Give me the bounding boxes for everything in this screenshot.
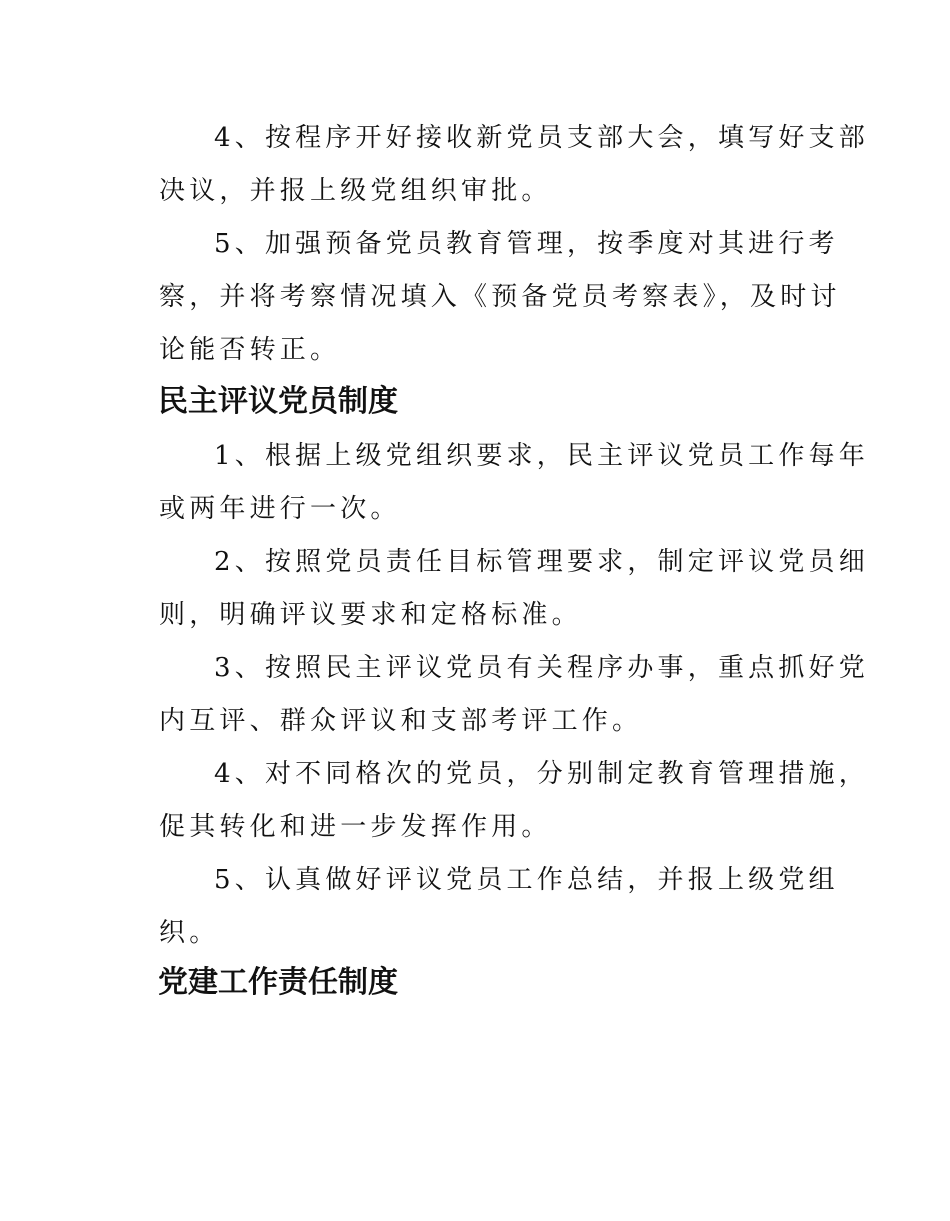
paragraph-line: 则，明确评议要求和定格标准。	[159, 600, 582, 630]
paragraph-line: 或两年进行一次。	[159, 494, 401, 524]
paragraph-line: 3、按照民主评议党员有关程序办事，重点抓好党	[214, 653, 869, 683]
paragraph-line: 5、认真做好评议党员工作总结，并报上级党组	[214, 865, 839, 895]
paragraph-line: 促其转化和进一步发挥作用。	[159, 812, 552, 842]
section-heading: 民主评议党员制度	[158, 384, 398, 419]
paragraph-line: 4、按程序开好接收新党员支部大会，填写好支部	[214, 123, 869, 153]
paragraph-line: 1、根据上级党组织要求，民主评议党员工作每年	[214, 441, 869, 471]
paragraph-line: 5、加强预备党员教育管理，按季度对其进行考	[214, 229, 839, 259]
paragraph-line: 论能否转正。	[159, 335, 341, 365]
paragraph-line: 4、对不同格次的党员，分别制定教育管理措施，	[214, 759, 869, 789]
paragraph-line: 内互评、群众评议和支部考评工作。	[159, 706, 643, 736]
section-heading: 党建工作责任制度	[158, 965, 398, 1000]
paragraph-line: 决议，并报上级党组织审批。	[159, 176, 552, 206]
paragraph-line: 织。	[159, 918, 220, 948]
paragraph-line: 察，并将考察情况填入《预备党员考察表》，及时讨	[159, 282, 841, 312]
paragraph-line: 2、按照党员责任目标管理要求，制定评议党员细	[214, 547, 869, 577]
